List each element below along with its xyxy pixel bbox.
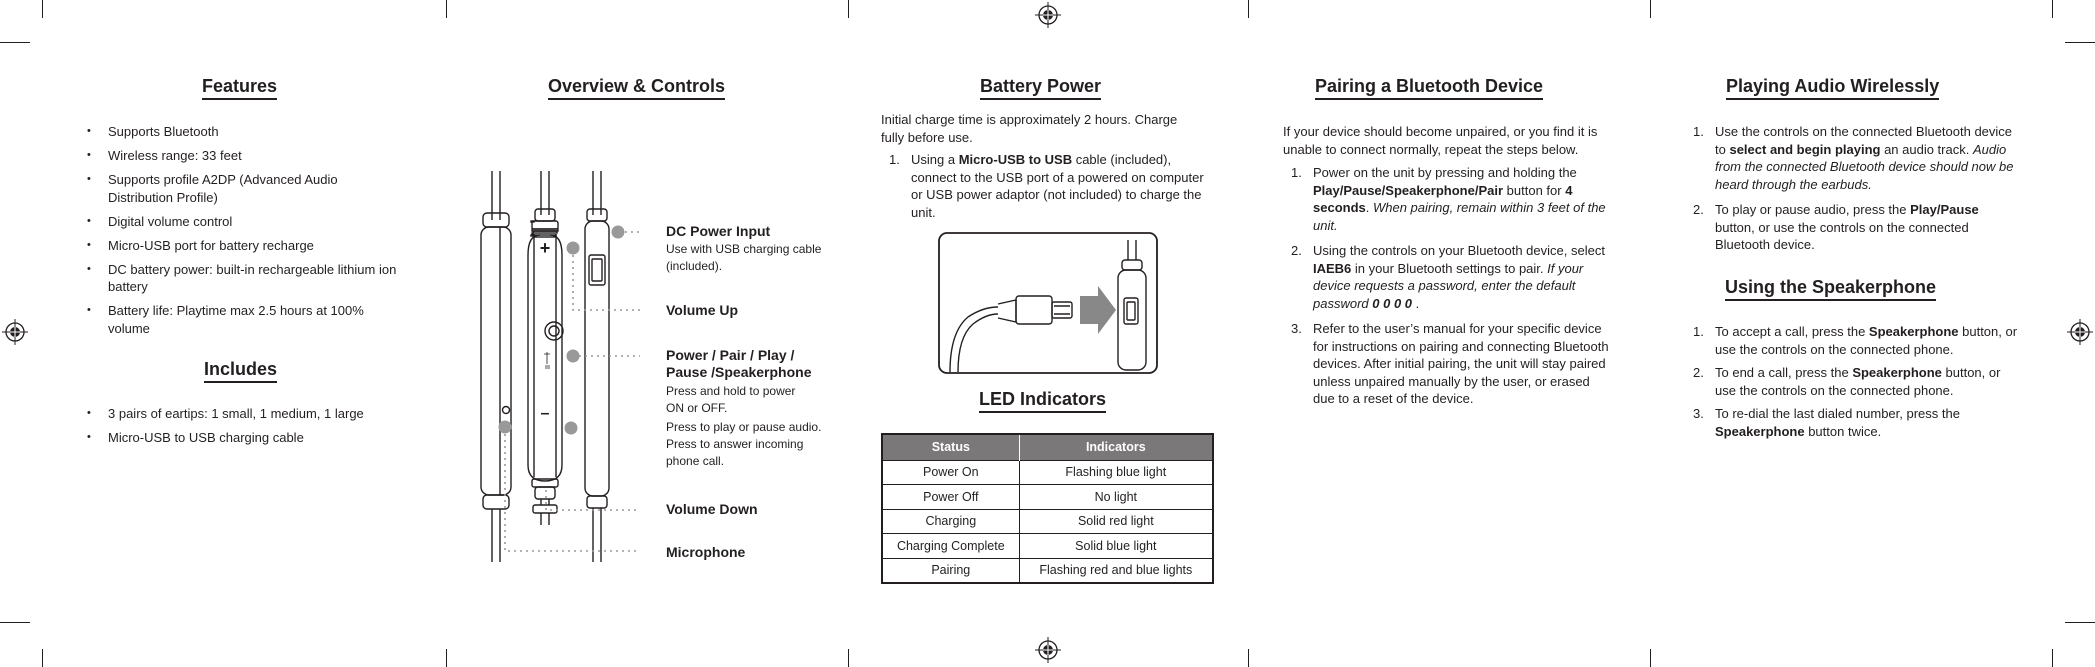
crop-mark-icon [0,42,30,43]
list-item: 2. To play or pause audio, press the Play/Pause button, or use the controls on the connected Bluetooth device. [1693,202,1979,252]
crop-mark-icon [2052,649,2053,667]
list-item: • Supports Bluetooth [81,123,406,141]
step-number: 1. [1693,324,1704,339]
list-item: 3. To re-dial the last dialed number, press the Speakerphone button twice. [1693,406,1960,439]
battery-heading: Battery Power [980,76,1101,100]
table-row [882,485,1213,510]
crop-mark-icon [1650,0,1651,18]
list-item: • Micro-USB port for battery recharge [81,237,406,255]
list-item: 1. Use the controls on the connected Bluetooth device to select and begin playing an audio track. Audio from the connected Bluetooth device should now be heard through the earbuds. [1693,124,2014,192]
table-header-status: Status [882,434,1019,460]
step-number: 2. [1693,202,1704,217]
step-number: 2. [1291,243,1302,258]
power-hold-desc: Press and hold to power ON or OFF. [666,384,796,415]
features-heading: Features [202,76,277,100]
registration-mark-icon [1035,637,1061,663]
speakerphone-heading: Using the Speakerphone [1725,277,1936,301]
table-cell: Charging [882,509,1019,534]
power-answer-desc: Press to answer incoming phone call. [666,437,804,468]
speakerphone-steps [1685,323,2025,446]
list-item: • Supports profile A2DP (Advanced Audio Distribution Profile) [81,171,406,206]
registration-mark-icon [2067,319,2093,345]
table-row [882,460,1213,485]
table-row [882,534,1213,559]
crop-mark-icon [446,649,447,667]
table-cell: Flashing red and blue lights [1019,558,1213,583]
registration-mark-icon [1035,2,1061,28]
table-cell: Flashing blue light [1019,460,1213,485]
playing-steps [1685,123,2015,260]
step-number: 1. [889,152,900,167]
battery-intro: Initial charge time is approximately 2 hours. Charge fully before use. [881,112,1178,145]
step-number: 2. [1693,365,1704,380]
table-cell: Power Off [882,485,1019,510]
crop-mark-icon [2065,42,2095,43]
includes-heading: Includes [204,359,277,383]
minus-symbol: – [540,405,550,422]
crop-mark-icon [848,649,849,667]
led-heading: LED Indicators [979,389,1106,413]
table-header-indicators: Indicators [1019,434,1213,460]
dc-power-input-desc: Use with USB charging cable (included). [666,242,822,273]
pairing-intro: If your device should become unpaired, or you find it is unable to connect normally, repeat the steps below. [1283,124,1598,157]
microphone-label: Microphone [666,544,746,560]
power-pair-label: Power / Pair / Play / Pause /Speakerphone [666,347,812,380]
step-number: 3. [1291,321,1302,336]
table-cell: Charging Complete [882,534,1019,559]
volume-up-label: Volume Up [666,302,739,318]
crop-mark-icon [1248,649,1249,667]
list-item: • 3 pairs of eartips: 1 small, 1 medium, 1 large [81,405,406,423]
list-item: 3. Refer to the user’s manual for your specific device for instructions on pairing and connecting Bluetooth devices. After initial pairing, the unit will stay paired unless unpaired manually by the user, or erased due to a reset of the device. [1291,321,1609,406]
list-item: 1. Using a Micro-USB to USB cable (included), connect to the USB port of a powered on computer or USB power adaptor (not included) to charge the unit. [889,152,1204,220]
crop-mark-icon [1248,0,1249,18]
includes-list [81,405,406,453]
table-cell: Power On [882,460,1019,485]
playing-heading: Playing Audio Wirelessly [1726,76,1939,100]
volume-down-label: Volume Down [666,501,758,517]
plus-symbol: + [539,238,551,258]
earbud-remote-illustration [470,165,640,565]
crop-mark-icon [848,0,849,18]
led-indicator-table [881,433,1214,584]
table-row [882,558,1213,583]
table-cell: Solid blue light [1019,534,1213,559]
crop-mark-icon [2065,622,2095,623]
default-password: 0 0 0 0 [1372,295,1413,311]
crop-mark-icon [2052,0,2053,18]
list-item: • Micro-USB to USB charging cable [81,429,406,447]
usb-cable-illustration [938,232,1158,374]
table-cell: Solid red light [1019,509,1213,534]
registration-mark-icon [2,319,28,345]
power-play-desc: Press to play or pause audio. [666,420,822,434]
list-item: 2. To end a call, press the Speakerphone button, or use the controls on the connected phone. [1693,365,2001,398]
crop-mark-icon [42,0,43,18]
table-cell: No light [1019,485,1213,510]
features-list [81,123,406,344]
list-item: 2. Using the controls on your Bluetooth device, select IAEB6 in your Bluetooth settings to pair. If your device requests a password, enter the default password 0 0 0 0 . [1291,243,1605,311]
table-cell: Pairing [882,558,1019,583]
crop-mark-icon [0,622,30,623]
step-number: 1. [1693,124,1704,139]
list-item: 1. To accept a call, press the Speakerphone button, or use the controls on the connected phone. [1693,324,2018,357]
overview-heading: Overview & Controls [548,76,725,100]
dc-power-input-label: DC Power Input [666,223,771,239]
crop-mark-icon [446,0,447,18]
step-number: 1. [1291,165,1302,180]
list-item: • Digital volume control [81,213,406,231]
list-item: • DC battery power: built-in rechargeable lithium ion battery [81,261,406,296]
battery-steps [881,151,1206,227]
list-item: • Wireless range: 33 feet [81,147,406,165]
pairing-heading: Pairing a Bluetooth Device [1315,76,1543,100]
crop-mark-icon [1650,649,1651,667]
crop-mark-icon [42,649,43,667]
table-row [882,509,1213,534]
pairing-steps [1283,164,1613,414]
step-number: 3. [1693,406,1704,421]
list-item: • Battery life: Playtime max 2.5 hours at 100% volume [81,302,406,337]
list-item: 1. Power on the unit by pressing and holding the Play/Pause/Speakerphone/Pair button for 4 seconds. When pairing, remain within 3 feet of the unit. [1291,165,1606,233]
